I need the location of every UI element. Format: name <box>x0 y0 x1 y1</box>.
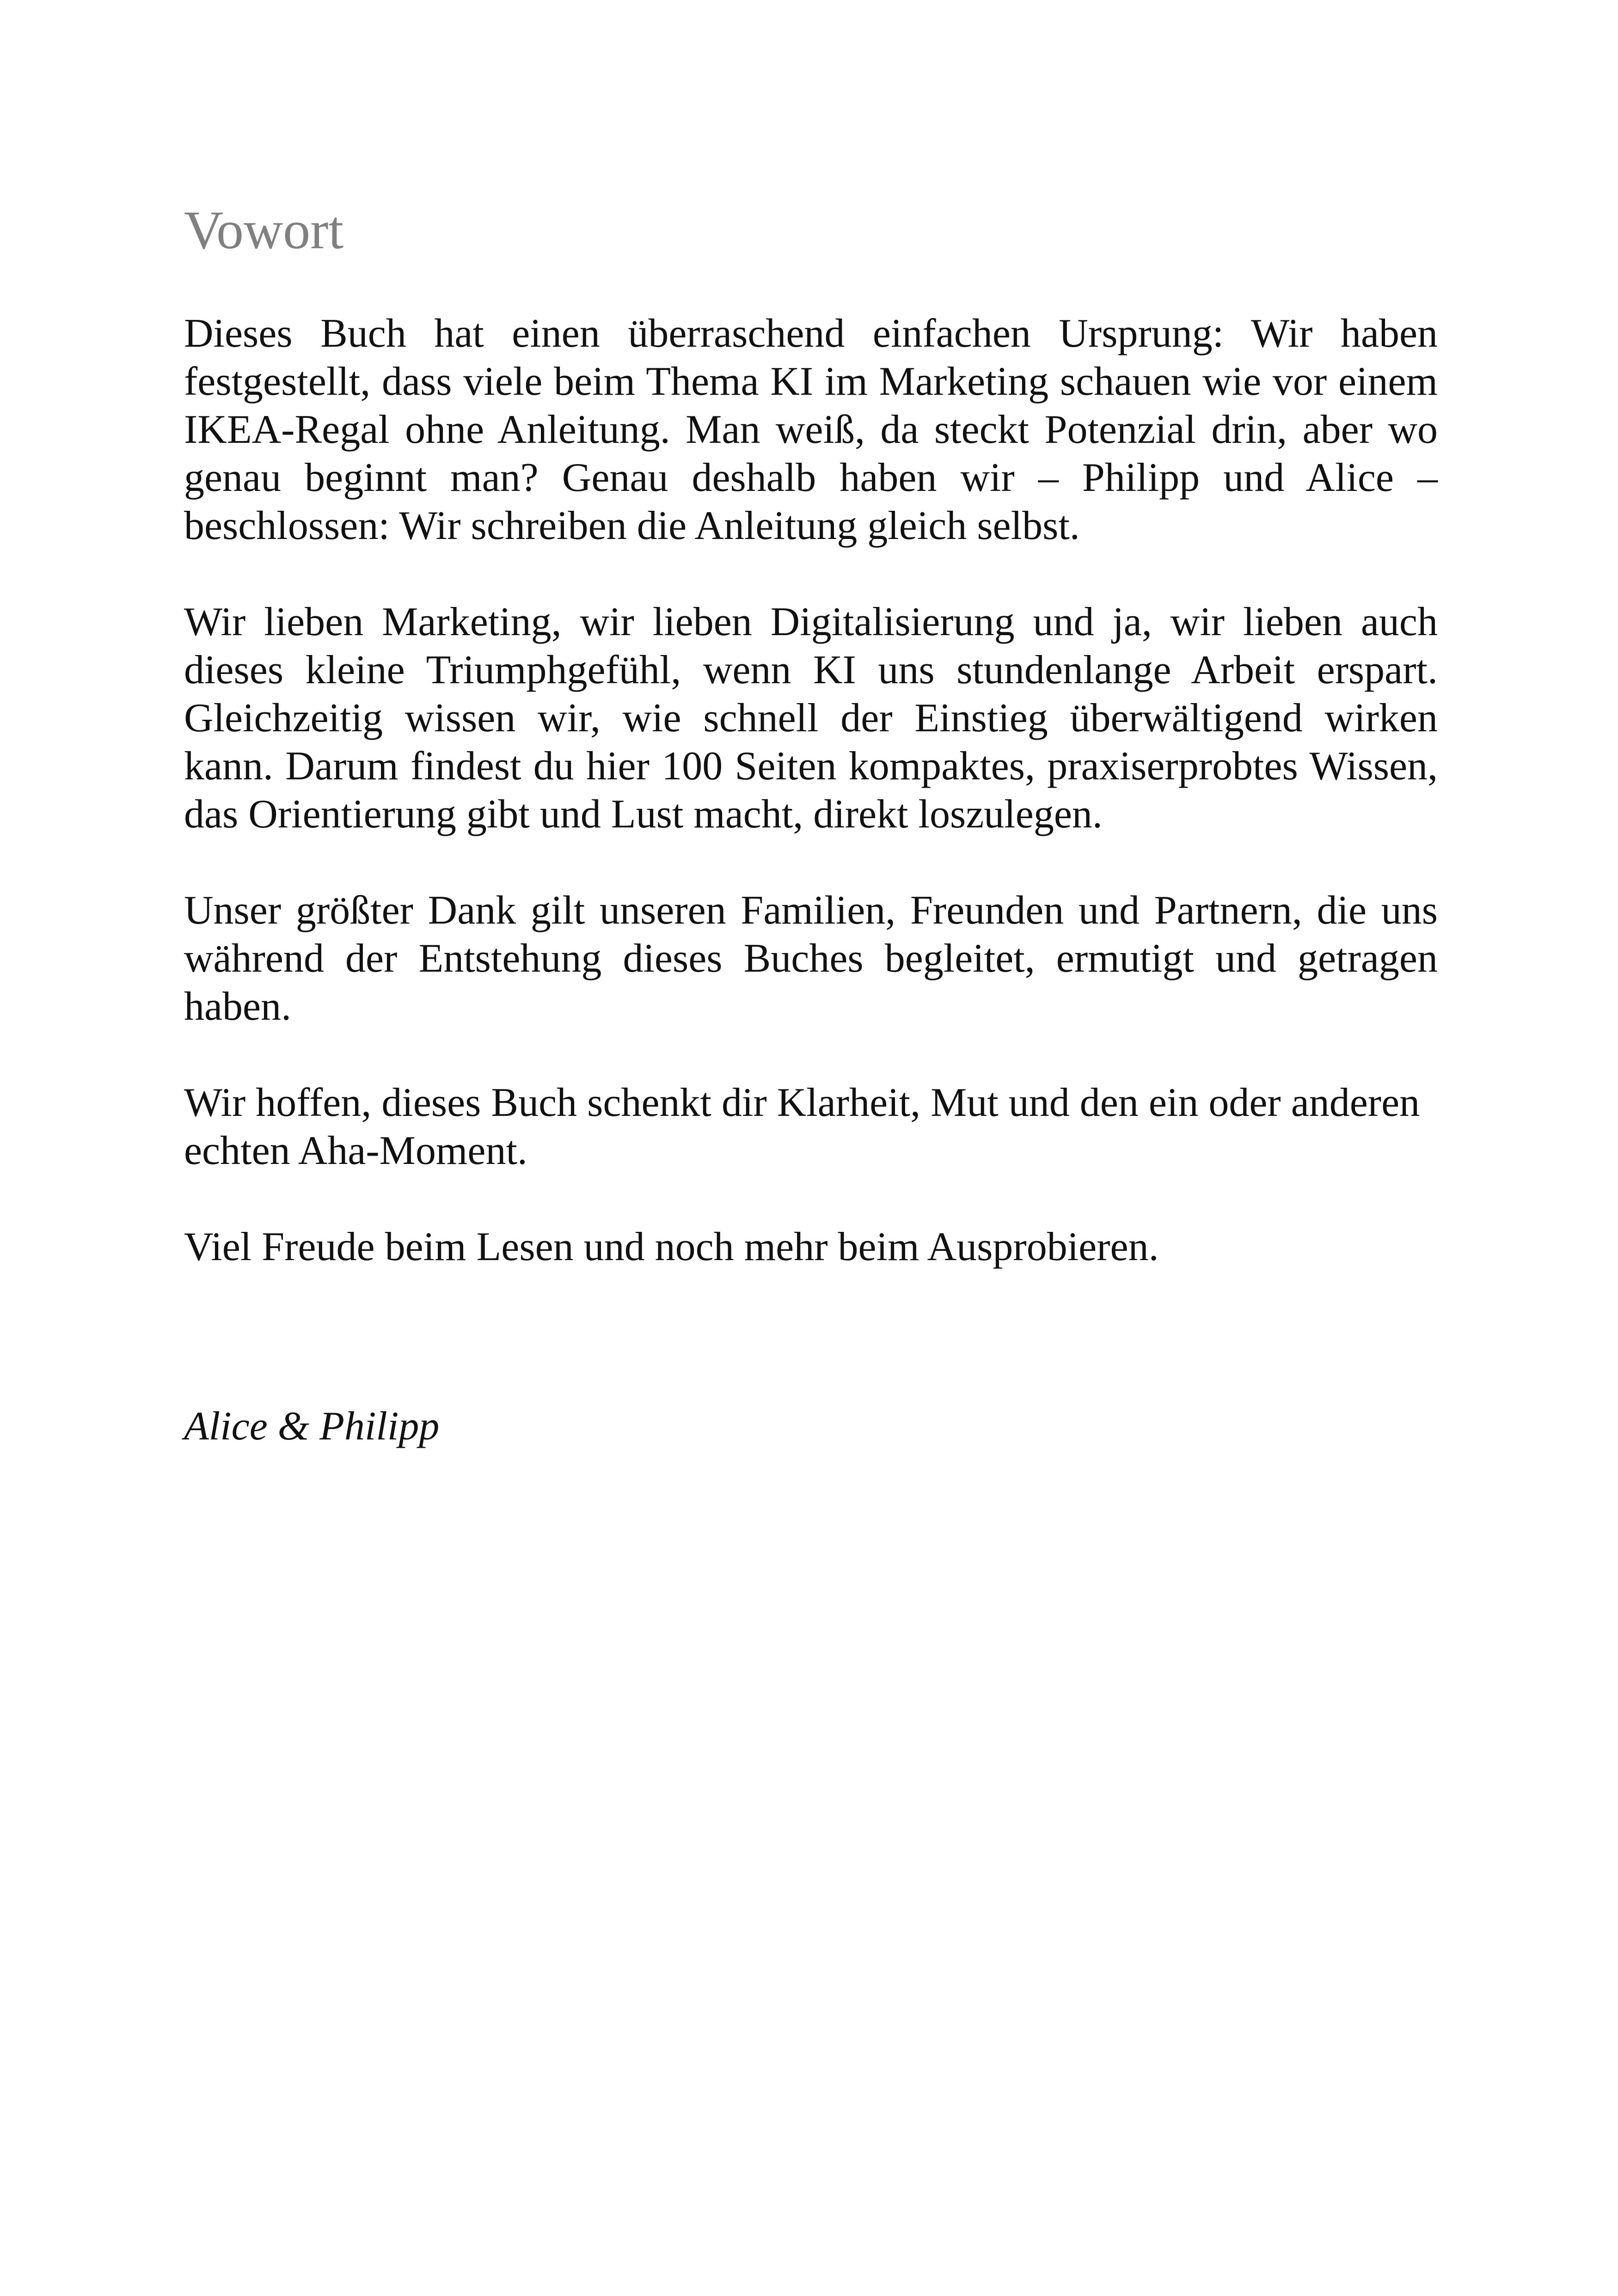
paragraph-thanks: Unser größter Dank gilt unseren Familien, Freunden und Partnern, die uns während der Entstehung dieses Buches begleitet, ermutigt und getragen haben. <box>184 888 1438 1029</box>
paragraph-motivation: Wir lieben Marketing, wir lieben Digitalisierung und ja, wir lieben auch dieses kleine Triumphgefühl, wenn KI uns stundenlange Arbeit erspart. Gleichzeitig wissen wir, wie schnell der Einstieg überwältigend wirken kann. Darum findest du hier 100 Seiten kompaktes, praxiserprobtes Wissen, das Orientierung gibt und Lust macht, direkt loszulegen. <box>184 600 1438 837</box>
author-signature: Alice & Philipp <box>184 1404 440 1449</box>
paragraph-closing: Viel Freude beim Lesen und noch mehr beim Ausprobieren. <box>184 1225 1159 1269</box>
page-title: Vowort <box>184 200 344 260</box>
paragraph-hope: Wir hoffen, dieses Buch schenkt dir Klarheit, Mut und den ein oder anderen echten Aha-Moment. <box>184 1080 1420 1173</box>
paragraph-origin: Dieses Buch hat einen überraschend einfachen Ursprung: Wir haben festgestellt, dass viele beim Thema KI im Marketing schauen wie vor einem IKEA-Regal ohne Anleitung. Man weiß, da steckt Potenzial drin, aber wo genau beginnt man? Genau deshalb haben wir – Philipp und Alice – beschlossen: Wir schreiben die Anleitung gleich selbst. <box>184 311 1438 548</box>
preface-body <box>184 310 1438 1319</box>
